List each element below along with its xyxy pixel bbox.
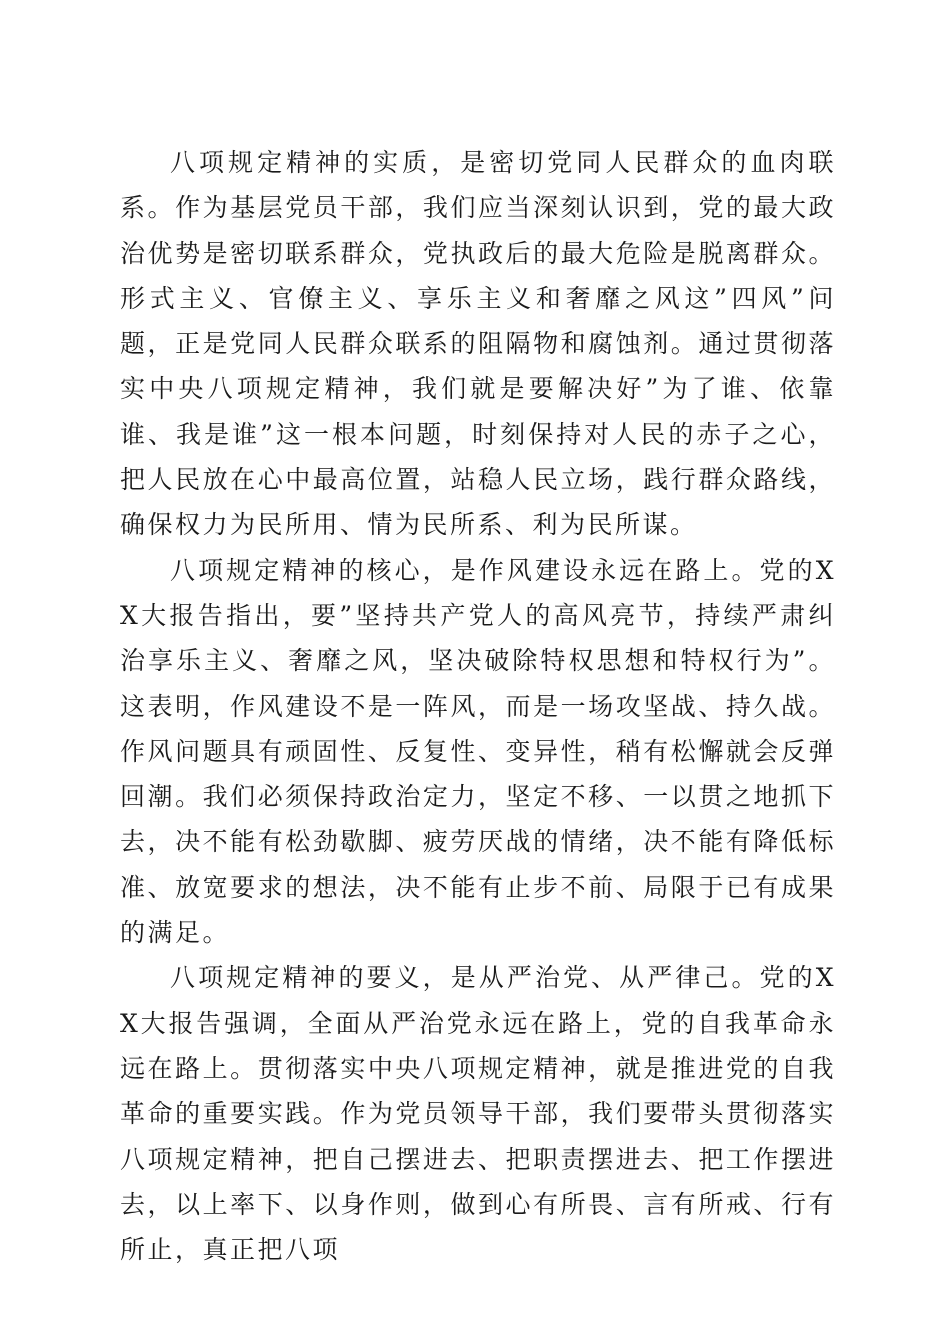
document-body bbox=[120, 140, 836, 1272]
paragraph-core: 八项规定精神的核心，是作风建设永远在路上。党的XX大报告指出，要”坚持共产党人的高风亮节，持续严肃纠治享乐主义、奢靡之风，坚决破除特权思想和特权行为”。这表明，作风建设不是一阵风，而是一场攻坚战、持久战。作风问题具有顽固性、反复性、变异性，稍有松懈就会反弹回潮。我们必须保持政治定力，坚定不移、一以贯之地抓下去，决不能有松劲歇脚、疲劳厌战的情绪，决不能有降低标准、放宽要求的想法，决不能有止步不前、局限于已有成果的满足。 bbox=[120, 555, 836, 948]
paragraph-principle: 八项规定精神的要义，是从严治党、从严律己。党的XX大报告强调，全面从严治党永远在路上，党的自我革命永远在路上。贯彻落实中央八项规定精神，就是推进党的自我革命的重要实践。作为党员领导干部，我们要带头贯彻落实八项规定精神，把自己摆进去、把职责摆进去、把工作摆进去，以上率下、以身作则，做到心有所畏、言有所戒、行有所止，真正把八项 bbox=[120, 963, 836, 1265]
paragraph-essence: 八项规定精神的实质，是密切党同人民群众的血肉联系。作为基层党员干部，我们应当深刻认识到，党的最大政治优势是密切联系群众，党执政后的最大危险是脱离群众。形式主义、官僚主义、享乐主义和奢靡之风这”四风”问题，正是党同人民群众联系的阻隔物和腐蚀剂。通过贯彻落实中央八项规定精神，我们就是要解决好”为了谁、依靠谁、我是谁”这一根本问题，时刻保持对人民的赤子之心，把人民放在心中最高位置，站稳人民立场，践行群众路线，确保权力为民所用、情为民所系、利为民所谋。 bbox=[120, 148, 836, 540]
